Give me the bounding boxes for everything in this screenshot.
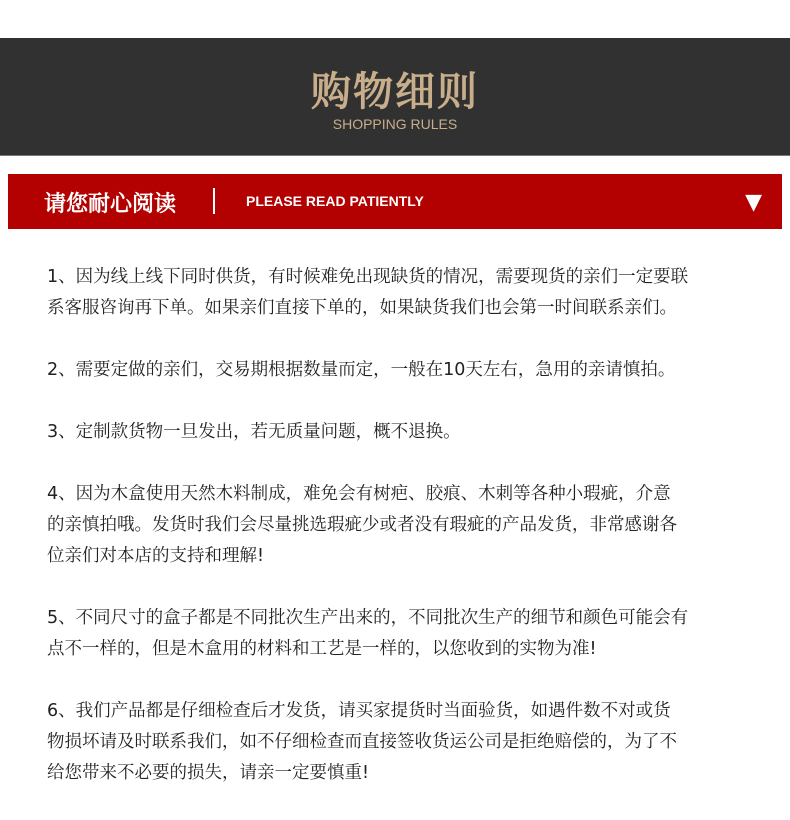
rule-text-line: 1、因为线上线下同时供货，有时候难免出现缺货的情况，需要现货的亲们一定要联 [47,267,689,287]
rules-list [47,262,767,820]
rule-text-line: 给您带来不必要的损失，请亲一定要慎重! [47,763,370,783]
rule-text-line: 4、因为木盒使用天然木料制成，难免会有树疤、胶痕、木刺等各种小瑕疵，介意 [47,484,671,504]
rule-text-line: 的亲慎拍哦。发货时我们会尽量挑选瑕疵少或者没有瑕疵的产品发货，非常感谢各 [47,515,677,535]
rule-item [47,355,767,386]
page-header [0,38,790,156]
page-title: 购物细则 [311,69,479,115]
rule-text-line: 5、不同尺寸的盒子都是不同批次生产出来的，不同批次生产的细节和颜色可能会有 [47,608,689,628]
rule-text-line: 点不一样的，但是木盒用的材料和工艺是一样的，以您收到的实物为准! [47,639,597,659]
notice-subtitle: PLEASE READ PATIENTLY [246,193,424,209]
rule-text-line: 物损坏请及时联系我们，如不仔细检查而直接签收货运公司是拒绝赔偿的，为了不 [47,732,677,752]
notice-bar [8,174,782,229]
rule-item [47,603,767,665]
rule-text-line: 3、定制款货物一旦发出，若无质量问题，概不退换。 [47,422,461,442]
rule-item [47,479,767,572]
notice-title: 请您耐心阅读 [44,192,177,217]
rule-item [47,417,767,448]
rule-text-line: 系客服咨询再下单。如果亲们直接下单的，如果缺货我们也会第一时间联系亲们。 [47,298,677,318]
rule-text-line: 2、需要定做的亲们，交易期根据数量而定，一般在10天左右，急用的亲请慎拍。 [47,360,676,380]
rule-item [47,696,767,789]
rule-text-line: 6、我们产品都是仔细检查后才发货，请买家提货时当面验货，如遇件数不对或货 [47,701,671,721]
rule-text-line: 位亲们对本店的支持和理解! [47,546,265,566]
triangle-down-icon: ▼ [745,190,762,215]
divider [213,188,215,214]
rule-item [47,262,767,324]
page-subtitle: SHOPPING RULES [332,116,458,132]
